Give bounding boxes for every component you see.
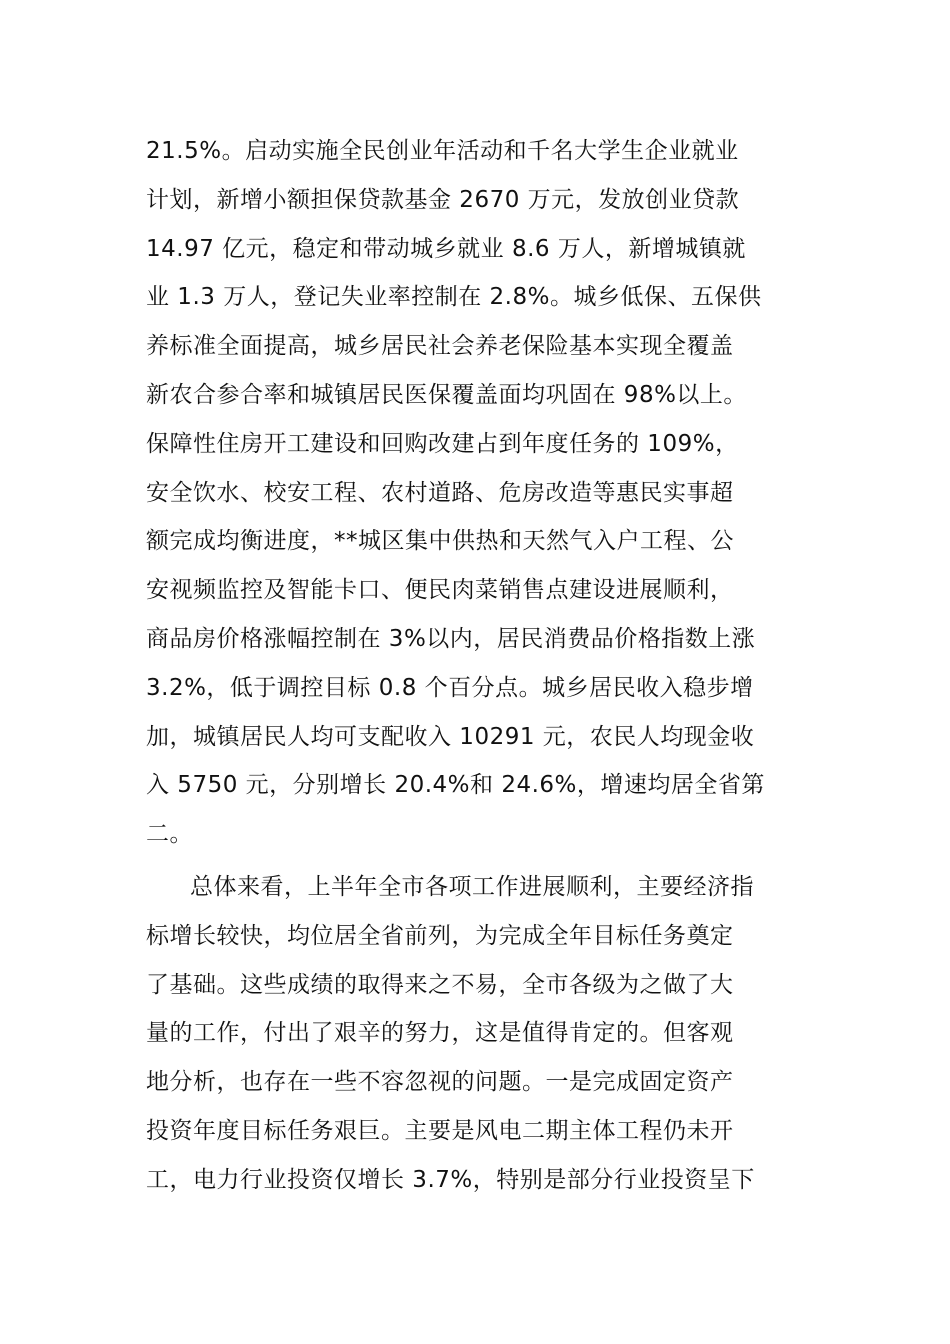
text-line: 总体来看，上半年全市各项工作进展顺利，主要经济指 bbox=[190, 873, 754, 900]
text-line: 安视频监控及智能卡口、便民肉菜销售点建设进展顺利， bbox=[146, 577, 734, 604]
text-line: 业 1.3 万人，登记失业率控制在 2.8%。城乡低保、五保供 bbox=[146, 284, 762, 311]
text-line: 保障性住房开工建设和回购改建占到年度任务的 109%， bbox=[146, 430, 739, 457]
text-line: 计划，新增小额担保贷款基金 2670 万元，发放创业贷款 bbox=[146, 186, 740, 213]
text-line: 工，电力行业投资仅增长 3.7%，特别是部分行业投资呈下 bbox=[146, 1166, 755, 1193]
text-line: 投资年度目标任务艰巨。主要是风电二期主体工程仍未开 bbox=[146, 1117, 734, 1144]
text-line: 加，城镇居民人均可支配收入 10291 元，农民人均现金收 bbox=[146, 723, 755, 750]
text-line: 养标准全面提高，城乡居民社会养老保险基本实现全覆盖 bbox=[146, 333, 734, 360]
text-line: 新农合参合率和城镇居民医保覆盖面均巩固在 98%以上。 bbox=[146, 381, 747, 408]
text-line: 商品房价格涨幅控制在 3%以内，居民消费品价格指数上涨 bbox=[146, 625, 756, 652]
text-line: 额完成均衡进度，**城区集中供热和天然气入户工程、公 bbox=[146, 528, 734, 555]
text-line: 量的工作，付出了艰辛的努力，这是值得肯定的。但客观 bbox=[146, 1020, 734, 1047]
text-line: 3.2%，低于调控目标 0.8 个百分点。城乡居民收入稳步增 bbox=[146, 674, 754, 701]
text-line: 标增长较快，均位居全省前列，为完成全年目标任务奠定 bbox=[146, 922, 734, 949]
text-line: 地分析，也存在一些不容忽视的问题。一是完成固定资产 bbox=[146, 1069, 734, 1096]
text-line: 二。 bbox=[146, 821, 193, 848]
paragraph-1 bbox=[146, 127, 816, 859]
text-line: 安全饮水、校安工程、农村道路、危房改造等惠民实事超 bbox=[146, 479, 734, 506]
body-text bbox=[146, 127, 816, 1205]
paragraph-2 bbox=[146, 863, 816, 1205]
text-line: 21.5%。启动实施全民创业年活动和千名大学生企业就业 bbox=[146, 138, 739, 164]
text-line: 入 5750 元，分别增长 20.4%和 24.6%，增速均居全省第 bbox=[146, 772, 765, 799]
text-line: 14.97 亿元，稳定和带动城乡就业 8.6 万人，新增城镇就 bbox=[146, 235, 746, 262]
text-line: 了基础。这些成绩的取得来之不易，全市各级为之做了大 bbox=[146, 971, 734, 998]
